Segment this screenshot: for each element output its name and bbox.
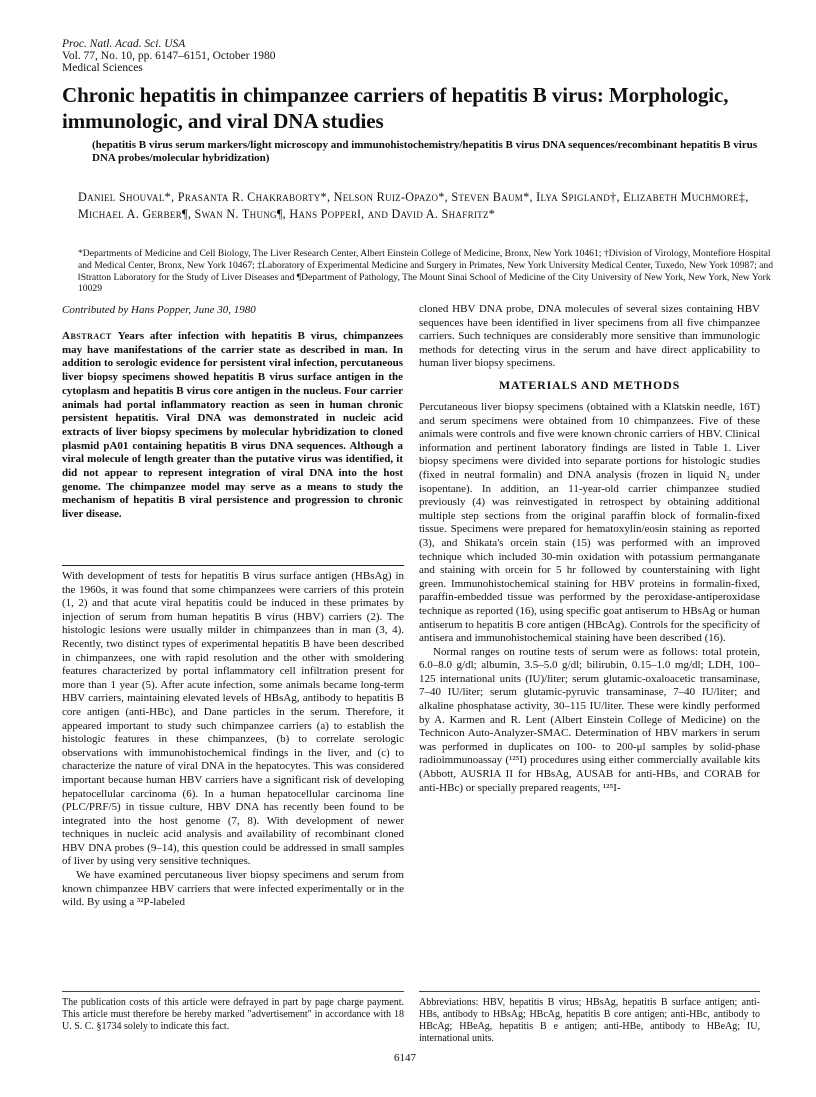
page-number: 6147 — [394, 1052, 416, 1064]
intro-continuation: cloned HBV DNA probe, DNA molecules of several sizes containing HBV sequences have been identified in liver specimens from all five chimpanzee carriers. Such techniques are considerably more sensitive than immunologic methods for detecting virus in the serum and have direct applicability to human liver biopsy specimens. — [419, 303, 760, 370]
left-column-body — [62, 570, 404, 910]
journal-section: Medical Sciences — [62, 62, 143, 74]
abstract-text: Years after infection with hepatitis B virus, chimpanzees may have manifestations of the carrier state as described in man. In addition to serologic evidence for persistent viral infection, percutaneous liver biopsy specimens showed hepatitis B virus surface antigen in the cytoplasm and hepatitis B virus core antigen in the nucleus. Four carrier animals had portal inflammatory reaction as seen in human chronic persistent hepatitis. Viral DNA was demonstrated in nucleic acid extracts of liver biopsy specimens by molecular hybridization to cloned plasmid pA01 containing hepatitis B virus DNA sequences. Although a viral molecule of length greater than the putative virus was identified, it did not appear to represent integration of viral DNA into the host genome. The chimpanzee model may serve as a means to study the mechanism of hepatitis B viral persistence and progression to chronic liver disease. — [62, 330, 403, 521]
affiliations: *Departments of Medicine and Cell Biology, The Liver Research Center, Albert Einstein College of Medicine, Bronx, New York 10461; †Division of Virology, Montefiore Hospital and Medical Center, Bronx, New York 10467; ‡Laboratory of Experimental Medicine and Surgery in Primates, New York University Medical Center, Tuxedo, New York 10987; and ‖Stratton Laboratory for the Study of Liver Diseases and ¶Department of Pathology, The Mount Sinai School of Medicine of the City University of New York, New York, New York 10029 — [78, 248, 774, 295]
methods-paragraph-1: Percutaneous liver biopsy specimens (obtained with a Klatskin needle, 16T) and serum specimens were obtained from 10 chimpanzees. Five of these animals were controls and five were known chronic carriers of HBV. Clinical information and pertinent laboratory findings are listed in Table 1. Liver biopsy specimens were divided into separate portions for histologic studies (fixed in neutral formalin) and DNA analysis (frozen in liquid N₂ under isopentane). In addition, an 11-year-old carrier chimpanzee studied previously (4) was reinvestigated in retrospect by obtaining additional multiple step sections from the original paraffin block of formalin-fixed tissue. Specimens were prepared for hematoxylin/eosin staining as reported (3), and Shikata's orcein stain (15) was performed with an improved technique which included 30-min oxidation with potassium permanganate and staining with orcein for 5 hr followed by counterstaining with light green. Immunohistochemical staining for HBV proteins in formalin-fixed, paraffin-embedded tissue was performed by the peroxidase-antiperoxidase technique as reported (16), using specific goat antiserum to HBsAg or human antiserum to hepatitis B core antigen (HBcAg). Controls for the specificity of antisera and immunohistochemical staining have been described (16). — [419, 401, 760, 645]
journal-header — [62, 38, 276, 74]
abstract-divider — [62, 565, 404, 566]
abstract — [62, 330, 403, 522]
journal-citation: Vol. 77, No. 10, pp. 6147–6151, October 1980 — [62, 50, 276, 62]
journal-name: Proc. Natl. Acad. Sci. USA — [62, 38, 186, 50]
intro-paragraph-2: We have examined percutaneous liver biopsy specimens and serum from known chimpanzee HBV carriers that were infected experimentally or in the wild. By using a ³²P-labeled — [62, 869, 404, 909]
keywords: (hepatitis B virus serum markers/light microscopy and immunohistochemistry/hepatitis B virus DNA sequences/recombinant hepatitis B virus DNA probes/molecular hybridization) — [92, 139, 758, 164]
footnote-divider-right — [419, 991, 760, 992]
intro-paragraph-1: With development of tests for hepatitis B virus surface antigen (HBsAg) in the 1960s, it was found that some chimpanzees were carriers of this protein (1, 2) and that acute viral hepatitis could be induced in these primates by injection of serum from human hepatitis B virus (HBV) carriers (2). The histologic lesions were usually milder in chimpanzees than in man (3, 4). Recently, two distinct types of experimental hepatitis B have been described in chimpanzees, one with rapid resolution and the other with smoldering features characterized by portal inflammatory cell infiltration present for more than 1 year (5). After acute infection, some animals became long-term HBV carriers, maintaining elevated levels of HBsAg, antibody to hepatitis B core antigen (anti-HBc), and Dane particles in the serum. Therefore, it appeared important to study such chimpanzee carriers (a) to establish the histologic features in these chimpanzees, (b) to correlate serologic observations with immunohistochemical findings in the liver, and (c) to characterize the nature of viral DNA in the hepatocytes. This was considered important because human HBV carriers have a significant risk of developing hepatocellular carcinoma (6). In a human hepatocellular carcinoma line (PLC/PRF/5) in tissue culture, HBV DNA has recently been found to be integrated into the host genome (7, 8). With development of newer techniques in nucleic acid analysis and availability of recombinant cloned HBV DNA probes (9–14), this question could be addressed in small samples of liver by using very sensitive techniques. — [62, 570, 404, 868]
abbreviations-footnote: Abbreviations: HBV, hepatitis B virus; HBsAg, hepatitis B surface antigen; anti-HBs, antibody to HBsAg; HBcAg, hepatitis B core antigen; anti-HBc, antibody to HBcAg; HBeAg, hepatitis B e antigen; anti-HBe, antibody to HBeAg; IU, international units. — [419, 997, 760, 1044]
section-heading-methods: MATERIALS AND METHODS — [498, 378, 681, 392]
right-column-intro — [419, 303, 760, 371]
footnote-divider-left — [62, 991, 404, 992]
article-title: Chronic hepatitis in chimpanzee carriers of hepatitis B virus: Morphologic, immunologic, and viral DNA studies — [62, 83, 729, 133]
methods-paragraph-2: Normal ranges on routine tests of serum were as follows: total protein, 6.0–8.0 g/dl; albumin, 3.5–5.0 g/dl; bilirubin, 0.15–1.0 mg/dl; LDH, 100–125 international units (IU)/liter; serum glutamic-oxaloacetic transaminase, 7–40 IU/liter; serum glutamic-pyruvic transaminase, 7–40 IU/liter; and alkaline phosphatase activity, 30–115 IU/liter. These were kindly performed by A. Karmen and R. Lent (Albert Einstein College of Medicine) on the Technicon Auto-Analyzer-SMAC. Determination of HBV markers in serum was performed in duplicates on 100- to 200-μl samples by solid-phase radioimmunoassay (¹²⁵I) procedures using either commercially available kits (Abbott, AUSRIA II for HBsAg, AUSAB for anti-HBs, and CORAB for anti-HBc) or specially prepared reagents, ¹²⁵I- — [419, 645, 760, 794]
contributed-by: Contributed by Hans Popper, June 30, 1980 — [62, 304, 256, 316]
right-column-methods — [419, 401, 760, 795]
publication-cost-footnote: The publication costs of this article were defrayed in part by page charge payment. This article must therefore be hereby marked "advertisement" in accordance with 18 U. S. C. §1734 solely to indicate this fact. — [62, 997, 404, 1032]
author-list: Daniel Shouval*, Prasanta R. Chakraborty*, Nelson Ruiz-Opazo*, Steven Baum*, Ilya Spigland†, Elizabeth Muchmore‡, Michael A. Gerber¶, Swan N. Thung¶, Hans Popper‖, and David A. Shafritz* — [78, 190, 749, 221]
abstract-label: Abstract — [62, 330, 112, 342]
